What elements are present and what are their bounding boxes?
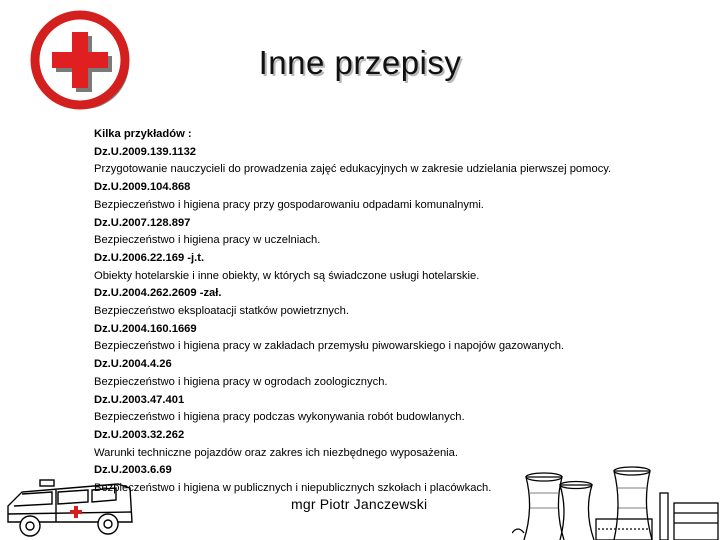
regulation-description: Bezpieczeństwo i higiena w publicznych i niepublicznych szkołach i placówkach. — [94, 482, 492, 495]
slide-title: Inne przepisy — [258, 44, 462, 81]
regulation-description: Przygotowanie nauczycieli do prowadzenia zajęć edukacyjnych w zakresie udzielania pierwszej pomocy. — [94, 163, 612, 176]
regulation-description: Obiekty hotelarskie i inne obiekty, w których są świadczone usługi hotelarskie. — [94, 269, 480, 282]
regulation-description: Bezpieczeństwo i higiena pracy przy gospodarowaniu odpadami komunalnymi. — [94, 198, 484, 211]
power-plant-icon — [512, 463, 720, 540]
regulation-description: Bezpieczeństwo eksploatacji statków powietrznych. — [94, 305, 349, 318]
regulation-description: Bezpieczeństwo i higiena pracy podczas wykonywania robót budowlanych. — [94, 411, 465, 424]
regulation-reference: Dz.U.2003.6.69 — [94, 464, 172, 477]
regulation-reference: Dz.U.2009.104.868 — [94, 181, 191, 194]
author-name: mgr Piotr Janczewski — [291, 496, 428, 512]
regulation-reference: Dz.U.2003.47.401 — [94, 393, 185, 406]
regulation-reference: Dz.U.2003.32.262 — [94, 428, 185, 441]
regulation-reference: Dz.U.2004.160.1669 — [94, 322, 197, 335]
regulation-reference: Dz.U.2007.128.897 — [94, 216, 191, 229]
regulation-reference: Kilka przykładów : — [94, 128, 192, 140]
regulation-reference: Dz.U.2009.139.1132 — [94, 145, 197, 158]
regulation-description: Bezpieczeństwo i higiena pracy w zakładach przemysłu piwowarskiego i napojów gazowanych. — [94, 340, 565, 353]
regulation-reference: Dz.U.2004.4.26 — [94, 358, 172, 371]
regulation-description: Warunki techniczne pojazdów oraz zakres ich niezbędnego wyposażenia. — [94, 446, 459, 459]
regulation-reference: Dz.U.2004.262.2609 -zał. — [94, 287, 222, 300]
regulation-reference: Dz.U.2006.22.169 -j.t. — [94, 251, 205, 264]
regulation-description: Bezpieczeństwo i higiena pracy w ogrodach zoologicznych. — [94, 375, 388, 388]
red-cross-icon — [20, 10, 140, 110]
regulation-description: Bezpieczeństwo i higiena pracy w uczelniach. — [94, 234, 321, 247]
regulations-list — [94, 126, 694, 498]
ambulance-icon — [0, 470, 138, 540]
